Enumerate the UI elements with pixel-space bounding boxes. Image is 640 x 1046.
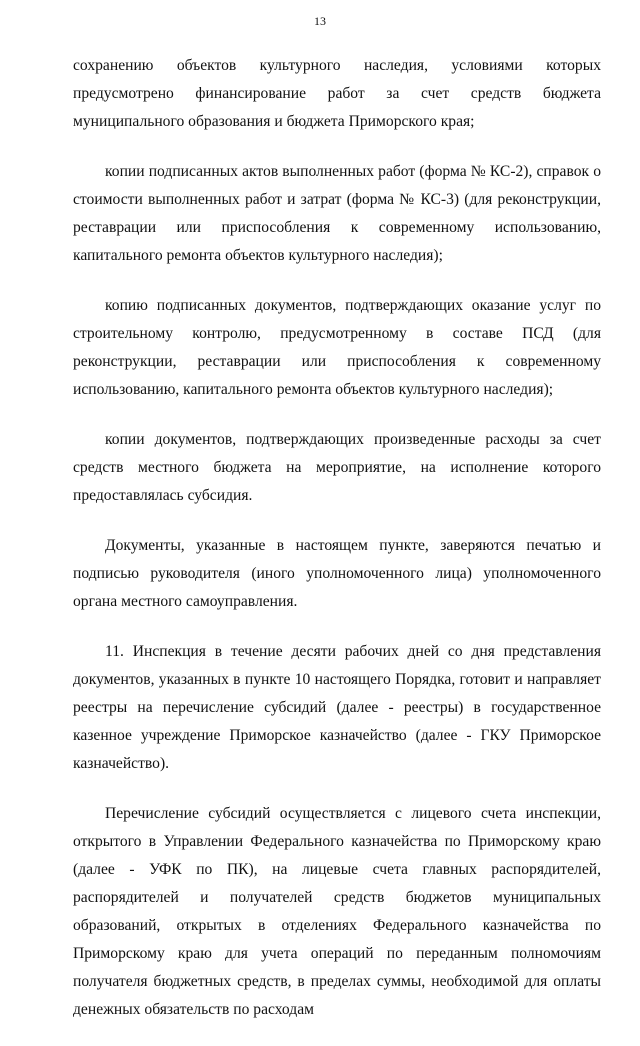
page-number: 13 [314, 14, 326, 28]
document-body [73, 52, 601, 1046]
paragraph-continuation: сохранению объектов культурного наследия, условиями которых предусмотрено финансирование работ за счет средств бюджета муниципального образования и бюджета Приморского края; [73, 57, 601, 130]
paragraph-expense-documents: копии документов, подтверждающих произведенные расходы за счет средств местного бюджета на мероприятие, на исполнение которого предоставлялась субсидия. [73, 431, 601, 504]
paragraph-transfer: Перечисление субсидий осуществляется с лицевого счета инспекции, открытого в Управлении Федерального казначейства по Приморскому краю (далее - УФК по ПК), на лицевые счета главных распорядителей, распорядителей и получателей средств бюджетов муниципальных образований, открытых в отделениях Федерального казначейства по Приморскому краю для учета операций по переданным полномочиям получателя бюджетных средств, в пределах суммы, необходимой для оплаты денежных обязательств по расходам [73, 805, 601, 1018]
paragraph-ks-forms: копии подписанных актов выполненных работ (форма № КС-2), справок о стоимости выполненных работ и затрат (форма № КС-3) (для реконструкции, реставрации или приспособления к современному использованию, капитального ремонта объектов культурного наследия); [73, 163, 601, 264]
paragraph-certification: Документы, указанные в настоящем пункте, заверяются печатью и подписью руководителя (иного уполномоченного лица) уполномоченного органа местного самоуправления. [73, 537, 601, 610]
paragraph-construction-control: копию подписанных документов, подтверждающих оказание услуг по строительному контролю, предусмотренному в составе ПСД (для реконструкции, реставрации или приспособления к современному использованию, капитального ремонта объектов культурного наследия); [73, 297, 601, 398]
paragraph-item-11: 11. Инспекция в течение десяти рабочих дней со дня представления документов, указанных в пункте 10 настоящего Порядка, готовит и направляет реестры на перечисление субсидий (далее - реестры) в государственное казенное учреждение Приморское казначейство (далее - ГКУ Приморское казначейство). [73, 643, 601, 772]
